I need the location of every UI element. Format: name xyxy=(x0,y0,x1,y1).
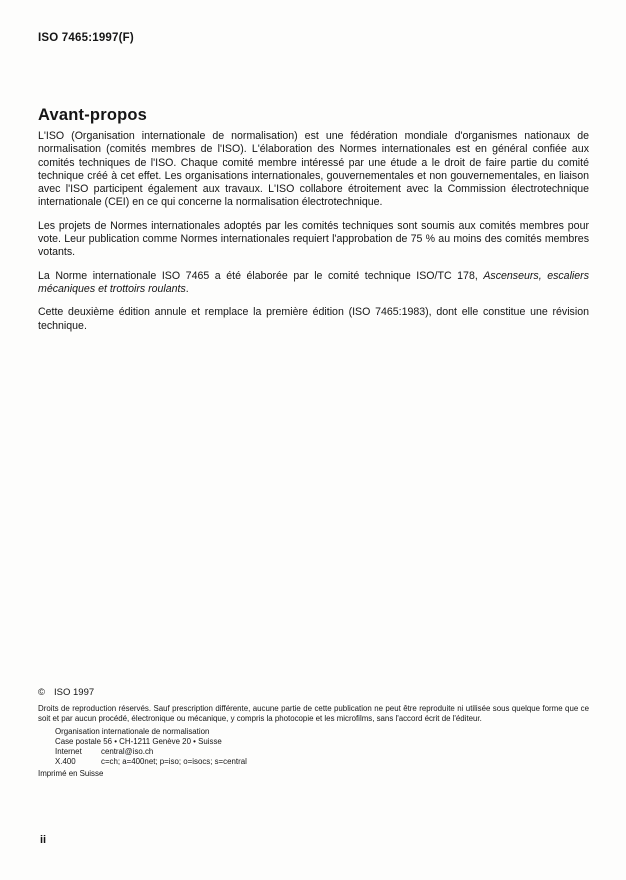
publisher-x400-row xyxy=(55,757,589,767)
body-text xyxy=(38,130,589,343)
paragraph-iso-intro: L'ISO (Organisation internationale de normalisation) est une fédération mondiale d'organismes nationaux de normalisation (comités membres de l'ISO). L'élaboration des Normes internationales est en général confiée aux comités techniques de l'ISO. Chaque comité membre intéressé par une étude a le droit de faire partie du comité technique créé à cet effet. Les organisations internationales, gouvernementales et non gouvernementales, en liaison avec l'ISO participent également aux travaux. L'ISO collabore étroitement avec la Commission électrotechnique internationale (CEI) en ce qui concerne la normalisation électrotechnique. xyxy=(38,130,589,209)
page-number: ii xyxy=(40,834,47,846)
paragraph-edition-note: Cette deuxième édition annule et remplace la première édition (ISO 7465:1983), dont elle constitue une révision technique. xyxy=(38,306,589,332)
footer-block xyxy=(38,687,589,778)
paragraph-committee-title-italic: Ascenseurs, escaliers mécaniques et trottoirs roulants xyxy=(38,269,589,295)
x400-label: X.400 xyxy=(55,757,76,767)
internet-label: Internet xyxy=(55,747,82,757)
paragraph-vote-procedure: Les projets de Normes internationales adoptés par les comités techniques sont soumis aux comités membres pour vote. Leur publication comme Normes internationales requiert l'approbation de 75 % au moins des comités membres votants. xyxy=(38,219,589,259)
publisher-postal-address: Case postale 56 • CH-1211 Genève 20 • Suisse xyxy=(55,737,222,747)
copyright-icon: © xyxy=(38,687,45,698)
copyright-text: ISO 1997 xyxy=(54,687,95,698)
copyright-line xyxy=(38,687,589,698)
publisher-address-block xyxy=(55,727,589,767)
x400-address: c=ch; a=400net; p=iso; o=isocs; s=central xyxy=(101,757,247,767)
document-reference: ISO 7465:1997(F) xyxy=(38,32,134,44)
page-title: Avant-propos xyxy=(38,106,148,125)
paragraph-committee-suffix: . xyxy=(185,282,189,295)
internet-address: central@iso.ch xyxy=(101,747,154,757)
rights-notice: Droits de reproduction réservés. Sauf prescription différente, aucune partie de cette publication ne peut être reproduite ni utilisée sous quelque forme que ce soit et par aucun procédé, électronique ou mécanique, y compris la photocopie et les microfilms, sans l'accord écrit de l'éditeur. xyxy=(38,704,589,724)
publisher-internet-row xyxy=(55,747,589,757)
paragraph-committee-prefix: La Norme internationale ISO 7465 a été élaborée par le comité technique ISO/TC 178, xyxy=(38,269,484,282)
printed-in-note: Imprimé en Suisse xyxy=(38,769,104,779)
paragraph-committee xyxy=(38,270,589,297)
publisher-org-name: Organisation internationale de normalisation xyxy=(55,727,210,737)
